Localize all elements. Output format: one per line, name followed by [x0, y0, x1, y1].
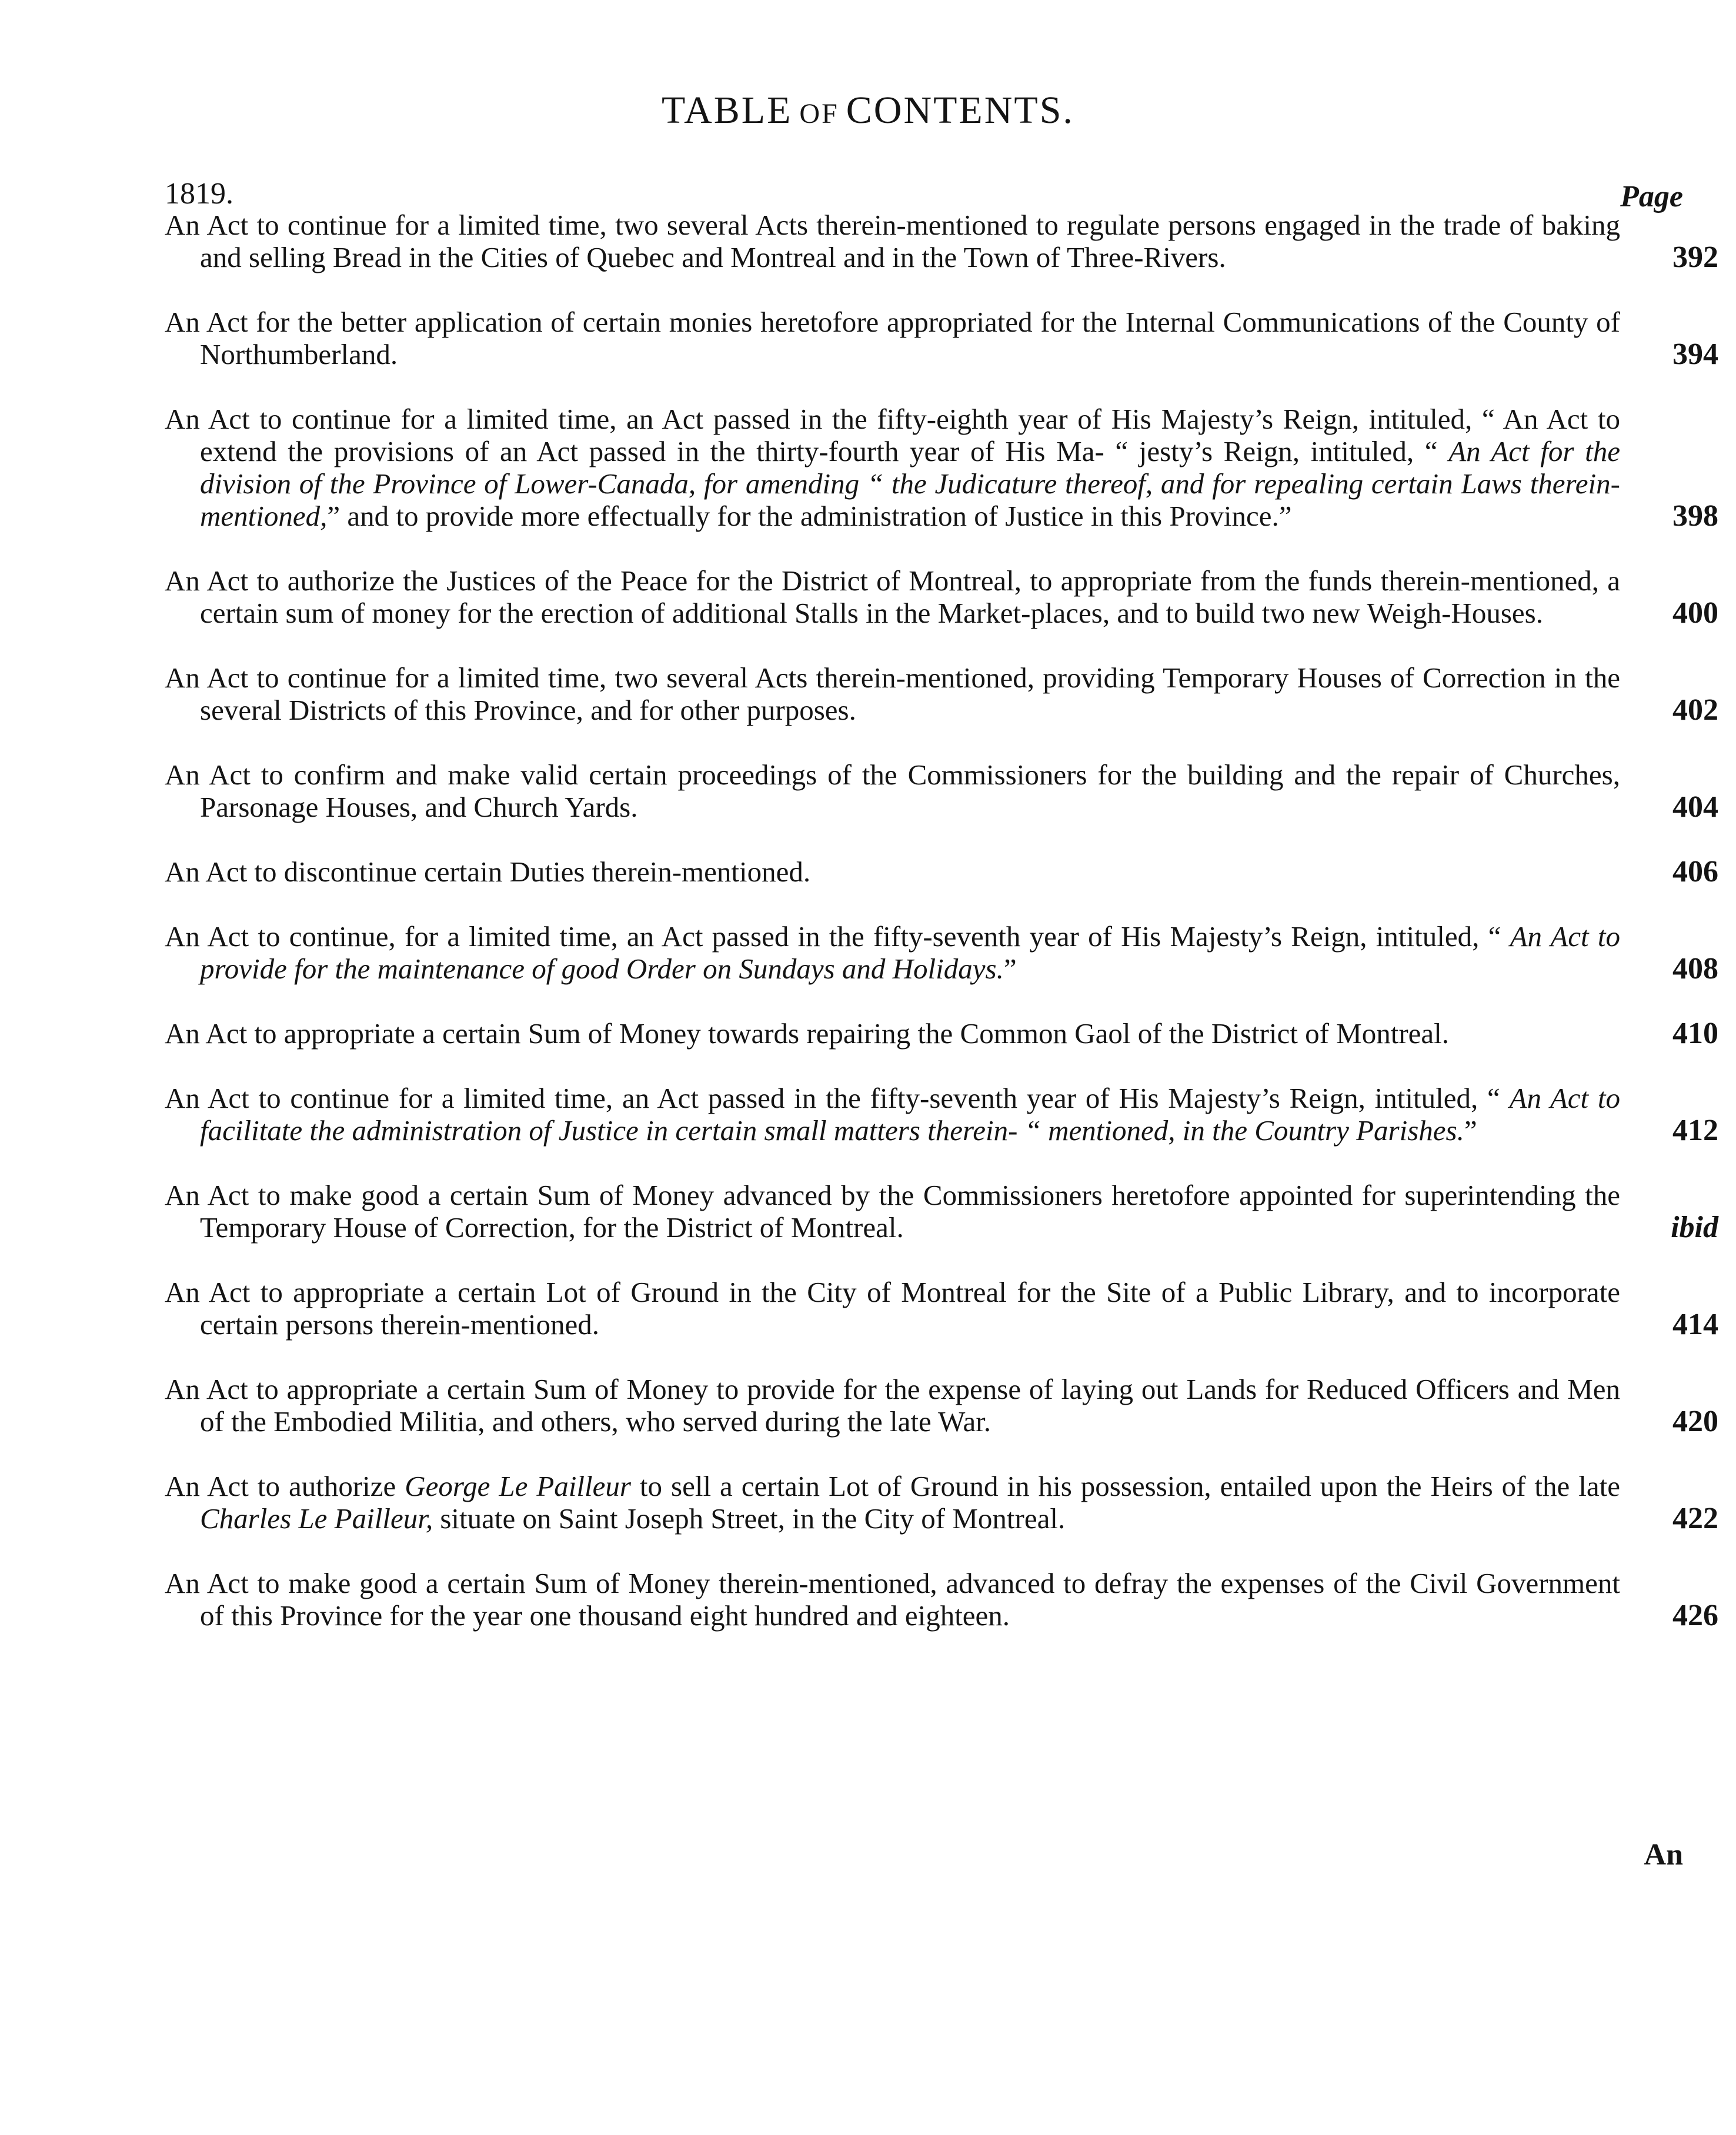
entry-text: ” — [1464, 1114, 1477, 1147]
entry-italic-text: George Le Pailleur — [405, 1470, 631, 1502]
entry-text: An Act to make good a certain Sum of Money therein-mentioned, advanced to defray the expenses of the Civil Government of this Province for the year one thousand eight hundred and eighteen. — [165, 1567, 1620, 1632]
entry-text: An Act to continue for a limited time, two several Acts therein-mentioned to regulate persons engaged in the trade of baking and selling Bread in the Cities of Quebec and Montreal and in the Town of Three-Rivers. — [165, 209, 1620, 273]
contents-entry — [165, 920, 1718, 985]
entry-text: An Act to continue for a limited time, an Act passed in the fifty-seventh year of His Majesty’s Reign, intituled, “ — [165, 1082, 1510, 1114]
entry-text: An Act to appropriate a certain Sum of Money to provide for the expense of laying out Lands for Reduced Officers and Men of the Embodied Militia, and others, who served during the late War. — [165, 1373, 1620, 1438]
entry-page-number: 392 — [1672, 240, 1718, 274]
entry-page-number: 406 — [1672, 855, 1718, 888]
entry-text: An Act to appropriate a certain Lot of Ground in the City of Montreal for the Site of a Public Library, and to incorporate certain persons therein-mentioned. — [165, 1276, 1620, 1341]
contents-entry — [165, 209, 1718, 274]
entry-text: An Act for the better application of certain monies heretofore appropriated for the Internal Communications of the County of Northumberland. — [165, 306, 1620, 370]
entry-italic-text: An Act for the division of the Province of Lower-Canada, for amending “ the Judicature thereof, and for repealing certain Laws therein-mentioned, — [200, 435, 1620, 532]
entry-page-number: 410 — [1672, 1017, 1718, 1050]
page-title — [0, 88, 1736, 133]
entry-page-number: 398 — [1672, 499, 1718, 533]
entry-text: An Act to authorize the Justices of the Peace for the District of Montreal, to appropriate from the funds therein-mentioned, a certain sum of money for the erection of additional Stalls in the Market-places, and to build two new Weigh-Houses. — [165, 564, 1620, 629]
contents-entry — [165, 1179, 1718, 1244]
contents-entry — [165, 661, 1718, 727]
contents-entry — [165, 306, 1718, 371]
title-word-of: OF — [799, 98, 839, 129]
entry-text: An Act to continue for a limited time, two several Acts therein-mentioned, providing Temporary Houses of Correction in the several Districts of this Province, and for other purposes. — [165, 661, 1620, 726]
entry-page-number: ibid — [1671, 1211, 1718, 1244]
contents-entry — [165, 1373, 1718, 1438]
entry-text: An Act to confirm and make valid certain proceedings of the Commissioners for the building and the repair of Churches, Parsonage Houses, and Church Yards. — [165, 759, 1620, 823]
contents-entry — [165, 564, 1718, 630]
contents-entry — [165, 1276, 1718, 1341]
entry-italic-text: Charles Le Pailleur, — [200, 1502, 433, 1535]
entry-text: to sell a certain Lot of Ground in his possession, entailed upon the Heirs of the late — [630, 1470, 1620, 1502]
entry-page-number: 412 — [1672, 1114, 1718, 1147]
contents-entry — [165, 1470, 1718, 1535]
entry-italic-text: An Act to facilitate the administration of Justice in certain small matters therein- “ mentioned, in the Country Parishes. — [200, 1082, 1620, 1147]
contents-entry — [165, 759, 1718, 824]
entry-page-number: 422 — [1672, 1502, 1718, 1535]
contents-entry — [165, 1082, 1718, 1147]
catchword: An — [1644, 1838, 1683, 1872]
entry-text: An Act to appropriate a certain Sum of Money towards repairing the Common Gaol of the District of Montreal. — [165, 1017, 1450, 1050]
entry-page-number: 394 — [1672, 338, 1718, 371]
entry-page-number: 404 — [1672, 790, 1718, 824]
title-word-contents: CONTENTS. — [846, 89, 1074, 132]
year-heading: 1819. — [165, 177, 233, 211]
contents-entry — [165, 403, 1718, 533]
contents-entry — [165, 1567, 1718, 1632]
entry-text: ” and to provide more effectually for the administration of Justice in this Province.” — [327, 500, 1292, 532]
contents-list — [165, 209, 1718, 1664]
entry-text: ” — [1003, 953, 1017, 985]
entry-page-number: 408 — [1672, 952, 1718, 985]
contents-entry — [165, 855, 1718, 888]
entry-text: An Act to make good a certain Sum of Money advanced by the Commissioners heretofore appointed for superintending the Temporary House of Correction, for the District of Montreal. — [165, 1179, 1620, 1244]
entry-text: An Act to continue, for a limited time, an Act passed in the fifty-seventh year of His Majesty’s Reign, intituled, “ — [165, 920, 1510, 953]
entry-text: An Act to discontinue certain Duties therein-mentioned. — [165, 856, 811, 888]
entry-page-number: 400 — [1672, 596, 1718, 630]
title-word-table: TABLE — [662, 89, 793, 132]
contents-entry — [165, 1017, 1718, 1050]
entry-italic-text: An Act to provide for the maintenance of good Order on Sundays and Holidays. — [200, 920, 1620, 985]
page-column-heading: Page — [1620, 180, 1683, 213]
entry-text: An Act to authorize — [165, 1470, 405, 1502]
entry-text: An Act to continue for a limited time, an Act passed in the fifty-eighth year of His Majesty’s Reign, intituled, “ An Act to extend the provisions of an Act passed in the thirty-fourth year of His Ma- “ jesty’s Reign, intituled, “ — [165, 403, 1620, 467]
entry-page-number: 402 — [1672, 693, 1718, 727]
entry-text: situate on Saint Joseph Street, in the City of Montreal. — [433, 1502, 1066, 1535]
entry-page-number: 426 — [1672, 1599, 1718, 1632]
entry-page-number: 420 — [1672, 1405, 1718, 1438]
entry-page-number: 414 — [1672, 1308, 1718, 1341]
